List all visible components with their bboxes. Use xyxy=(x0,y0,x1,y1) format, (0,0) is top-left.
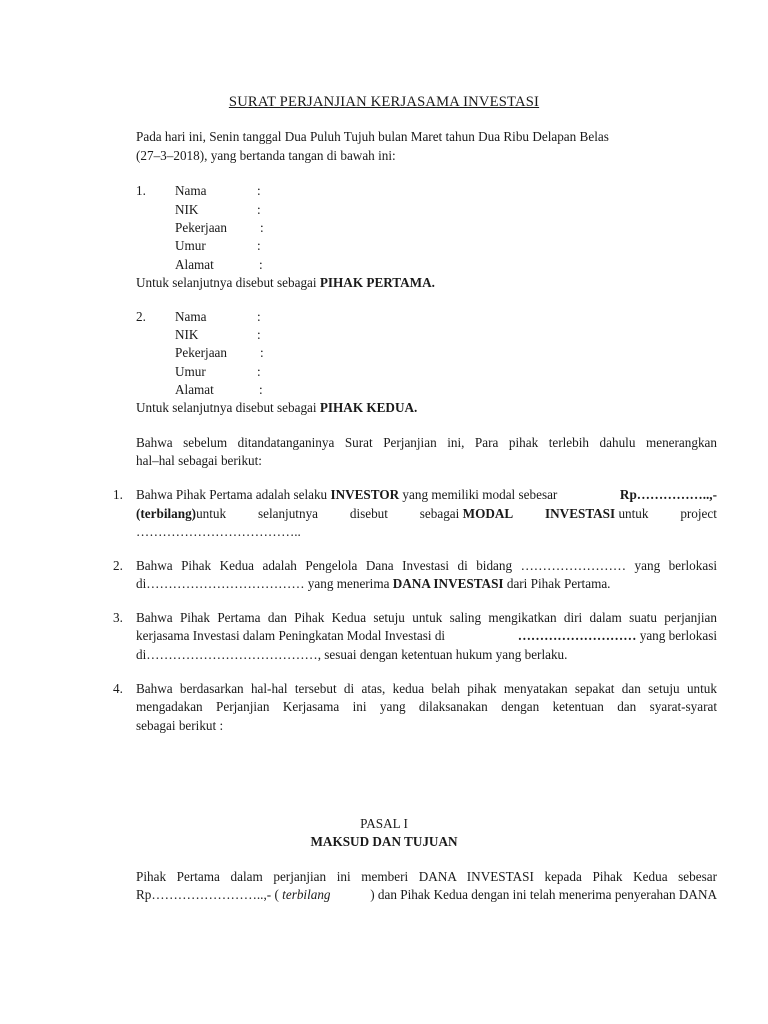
point-3-line-1: Bahwa Pihak Pertama dan Pihak Kedua setuju untuk saling mengikatkan diri dalam suatu perjanjian xyxy=(136,610,717,625)
terbilang-label: (terbilang) xyxy=(136,506,197,521)
party-2-role: PIHAK KEDUA. xyxy=(319,400,418,415)
party-1-colon: : xyxy=(259,257,263,272)
party-2-field-pekerjaan: Pekerjaan xyxy=(175,345,227,360)
point-1-word-sebagai: sebagai xyxy=(419,506,460,521)
point-3-line-2 xyxy=(136,627,717,646)
pasal-amount-blank: Rp……………………..,- ( xyxy=(136,887,283,902)
point-1-terbilang-group xyxy=(136,505,226,524)
point-1-line-2 xyxy=(136,505,717,524)
party-1-field-nama: Nama xyxy=(175,183,207,198)
point-2-text-a: di……………………………… yang menerima xyxy=(136,576,393,591)
point-1-text-a2: yang memiliki modal sebesar xyxy=(399,487,558,502)
party-1-colon: : xyxy=(257,202,261,217)
party-2-field-umur: Umur xyxy=(175,364,206,379)
point-1-investasi-group xyxy=(545,505,648,524)
point-2-line-2 xyxy=(136,575,610,594)
pasal-line-1: Pihak Pertama dalam perjanjian ini memberi DANA INVESTASI kepada Pihak Kedua sebesar xyxy=(136,869,717,884)
party-2-field-nik: NIK xyxy=(175,327,199,342)
party-2-field-nama: Nama xyxy=(175,309,207,324)
party-1-field-alamat: Alamat xyxy=(175,257,214,272)
point-1-word-untuk-2: untuk xyxy=(618,506,649,521)
point-1-word-project: project xyxy=(680,506,717,521)
intro-line-1: Pada hari ini, Senin tanggal Dua Puluh Tujuh bulan Maret tahun Dua Ribu Delapan Belas xyxy=(136,129,609,144)
investor-label: INVESTOR xyxy=(330,487,400,502)
point-1-line-1 xyxy=(136,486,717,505)
pasal-line-2-left xyxy=(136,886,331,905)
party-1-field-umur: Umur xyxy=(175,238,206,253)
point-1-text-a1: Bahwa Pihak Pertama adalah selaku xyxy=(136,487,331,502)
party-1-colon: : xyxy=(257,183,261,198)
investasi-label: INVESTASI xyxy=(545,506,616,521)
point-1-text-a xyxy=(136,486,557,505)
party-1-field-nik: NIK xyxy=(175,202,199,217)
point-1-number: 1. xyxy=(113,487,123,502)
point-3-text-a: kerjasama Investasi dalam Peningkatan Modal Investasi di xyxy=(136,628,446,643)
point-1-word-untuk: untuk xyxy=(196,506,227,521)
party-1-number: 1. xyxy=(136,183,146,198)
pasal-heading: PASAL I xyxy=(360,816,408,831)
preamble-line-2: hal–hal sebagai berikut: xyxy=(136,453,262,468)
party-1-field-pekerjaan: Pekerjaan xyxy=(175,220,227,235)
pasal-line-2-right: ) dan Pihak Kedua dengan ini telah menerima penyerahan DANA xyxy=(370,887,717,902)
document-title: SURAT PERJANJIAN KERJASAMA INVESTASI xyxy=(228,94,540,110)
party-1-closing xyxy=(136,274,435,293)
modal-label: MODAL xyxy=(462,506,514,521)
intro-line-2: (27–3–2018), yang bertanda tangan di bawah ini: xyxy=(136,148,396,163)
point-1-word-selanjutnya: selanjutnya xyxy=(257,506,319,521)
dana-investasi-label: DANA INVESTASI xyxy=(392,576,504,591)
point-3-location-group xyxy=(518,627,717,646)
party-2-closing xyxy=(136,399,417,418)
party-2-colon: : xyxy=(257,309,261,324)
party-1-colon: : xyxy=(260,220,264,235)
point-3-line-3: di…………………………………, sesuai dengan ketentuan hukum yang berlaku. xyxy=(136,647,568,662)
party-2-colon: : xyxy=(257,364,261,379)
party-2-colon: : xyxy=(260,345,264,360)
point-1-modal-group xyxy=(420,505,513,524)
point-3-text-c: yang berlokasi xyxy=(636,628,717,643)
party-2-field-alamat: Alamat xyxy=(175,382,214,397)
pasal-line-2 xyxy=(136,886,717,905)
point-2-line-1: Bahwa Pihak Kedua adalah Pengelola Dana Investasi di bidang …………………… yang berlokasi xyxy=(136,558,717,573)
party-1-closing-text: Untuk selanjutnya disebut sebagai xyxy=(136,275,320,290)
pasal-subheading: MAKSUD DAN TUJUAN xyxy=(310,834,458,849)
point-2-number: 2. xyxy=(113,558,123,573)
party-1-colon: : xyxy=(257,238,261,253)
pasal-terbilang: terbilang xyxy=(282,887,331,902)
point-3-number: 3. xyxy=(113,610,123,625)
party-2-closing-text: Untuk selanjutnya disebut sebagai xyxy=(136,400,320,415)
point-3-location-blank: ……………………… xyxy=(517,628,637,643)
point-1-word-disebut: disebut xyxy=(349,506,388,521)
party-2-colon: : xyxy=(257,327,261,342)
modal-amount-blank: Rp……………..,- xyxy=(619,487,717,502)
party-2-number: 2. xyxy=(136,309,146,324)
point-4-line-1: Bahwa berdasarkan hal-hal tersebut di atas, kedua belah pihak menyatakan sepakat dan setuju untuk xyxy=(136,681,717,696)
point-4-line-3: sebagai berikut : xyxy=(136,718,224,733)
point-4-number: 4. xyxy=(113,681,123,696)
party-2-colon: : xyxy=(259,382,263,397)
point-1-line-3: ……………………………….. xyxy=(136,524,301,539)
preamble-line-1: Bahwa sebelum ditandatanganinya Surat Perjanjian ini, Para pihak terlebih dahulu menerangkan xyxy=(136,435,717,450)
point-2-text-c: dari Pihak Pertama. xyxy=(503,576,611,591)
point-4-line-2: mengadakan Perjanjian Kerjasama ini yang dilaksanakan dengan ketentuan dan syarat-syarat xyxy=(136,699,717,714)
party-1-role: PIHAK PERTAMA. xyxy=(319,275,435,290)
